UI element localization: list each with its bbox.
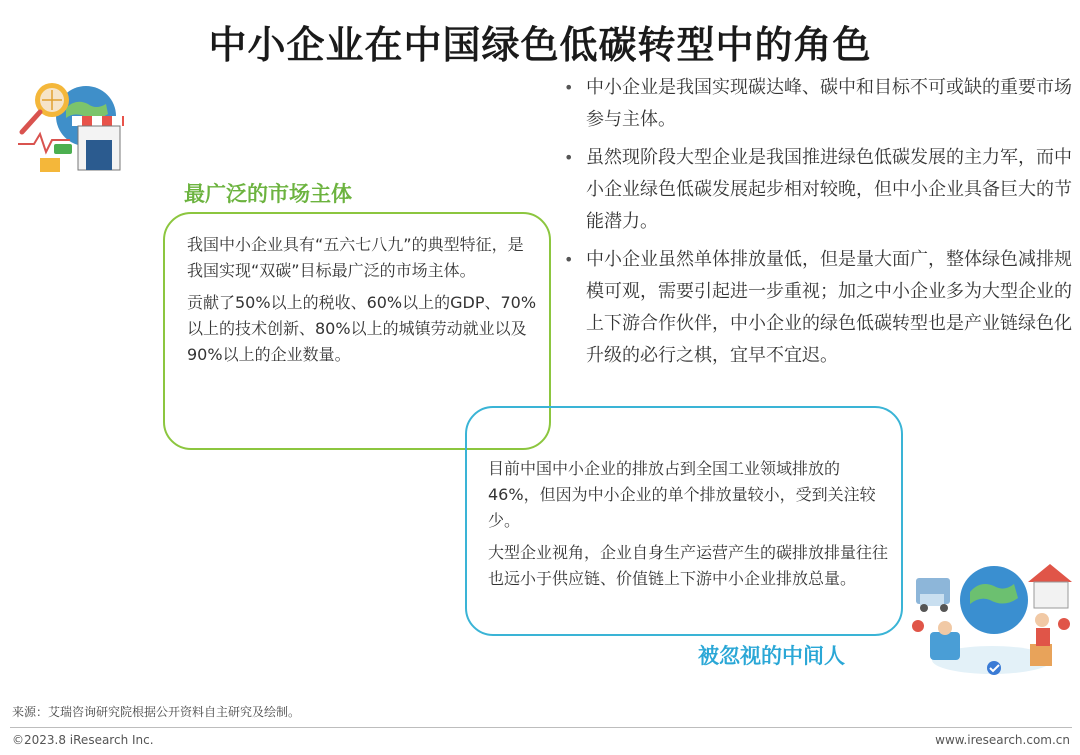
website-url: www.iresearch.com.cn [935, 733, 1070, 747]
shop-globe-illustration-icon [14, 78, 134, 182]
green-section-text [187, 232, 537, 374]
source-note: 来源：艾瑞咨询研究院根据公开资料自主研究及绘制。 [12, 705, 301, 719]
bullet-list [562, 72, 1072, 378]
logistics-globe-illustration-icon [910, 552, 1075, 686]
green-paragraph: 贡献了50%以上的税收、60%以上的GDP、70%以上的技术创新、80%以上的城镇劳动就业以及90%以上的企业数量。 [187, 293, 537, 364]
bullet-item: • 中小企业虽然单体排放量低，但是量大面广，整体绿色减排规模可观，需要引起进一步重视；加之中小企业多为大型企业的上下游合作伙伴，中小企业的绿色低碳转型也是产业链绿色化升级的必行之棋，宜早不宜迟。 [564, 249, 1072, 366]
bullet-item: • 中小企业是我国实现碳达峰、碳中和目标不可或缺的重要市场参与主体。 [564, 77, 1072, 130]
copyright: ©2023.8 iResearch Inc. [12, 733, 154, 747]
blue-section-heading: 被忽视的中间人 [698, 644, 845, 668]
green-section-heading: 最广泛的市场主体 [184, 182, 352, 206]
green-paragraph: 我国中小企业具有“五六七八九”的典型特征，是我国实现“双碳”目标最广泛的市场主体。 [187, 235, 524, 280]
bullet-item: • 虽然现阶段大型企业是我国推进绿色低碳发展的主力军，而中小企业绿色低碳发展起步相对较晚，但中小企业具备巨大的节能潜力。 [564, 147, 1072, 232]
footer-divider [10, 727, 1072, 728]
page-title: 中小企业在中国绿色低碳转型中的角色 [208, 23, 872, 67]
blue-paragraph: 目前中国中小企业的排放占到全国工业领域排放的46%，但因为中小企业的单个排放量较小，受到关注较少。 [488, 459, 876, 530]
blue-section-text [488, 456, 888, 598]
blue-paragraph: 大型企业视角，企业自身生产运营产生的碳排放排量往往也远小于供应链、价值链上下游中小企业排放总量。 [488, 543, 889, 588]
